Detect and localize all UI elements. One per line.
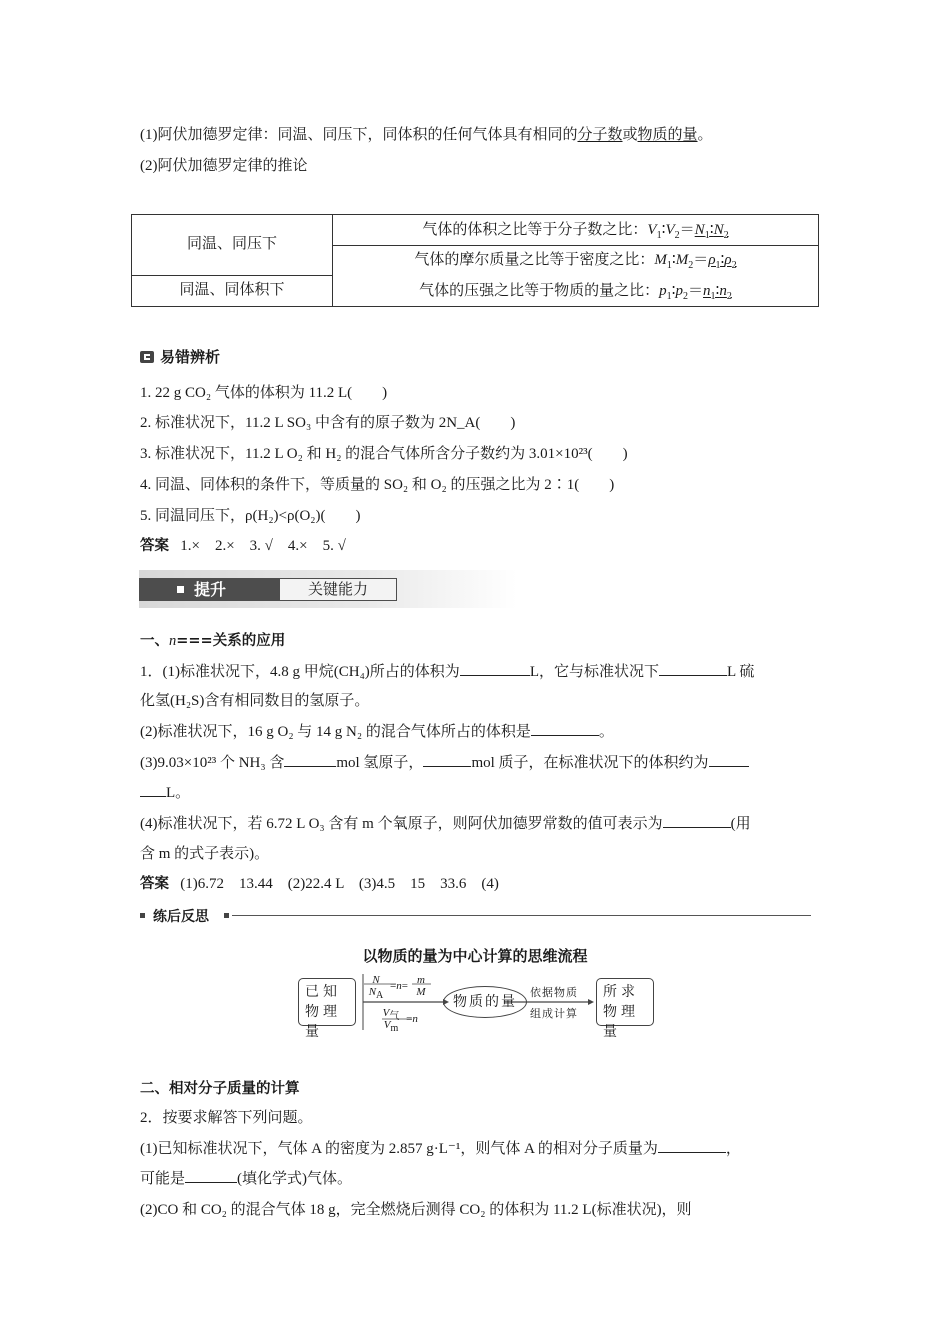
answer-label: 答案 [140,538,169,554]
intro-text: 或 [622,127,638,143]
answer-blank[interactable] [284,752,336,767]
key-ability-banner [139,570,517,608]
amount-of-substance-node: 物质的量 [443,986,527,1018]
known-quantity-box: 已知物理量 [298,978,356,1026]
banner-dark [139,578,279,601]
inference-table [131,214,819,307]
question-text: (填化学式)气体。 [237,1171,353,1187]
formula-n-over-na: N $N_A$ [368,974,384,1002]
divider-rule [232,915,811,916]
question-line: (2)CO 和 CO₂ 的混合气体 18 g，完全燃烧后测得 CO₂ 的体积为 11.2 L(标准状况)，则 [140,1202,692,1218]
question-line [140,721,614,743]
table-cell-condition: 同温、同压下 [132,215,333,276]
answer-blank[interactable] [185,1168,237,1183]
error-item: 2. 标准状况下，11.2 L SO₃ 中含有的原子数为 2N_A( ) [140,415,516,431]
reflection-divider [140,906,811,926]
answer-line [140,873,499,895]
question-text: (3)9.03×10²³ 个 NH₃ 含 [140,755,285,771]
question-line [140,782,190,804]
rule-text: 气体的压强之比等于物质的量之比： [419,283,660,299]
answer-text: 1.× 2.× 3. √ 4.× 5. √ [180,538,346,554]
table-cell-condition: 同温、同体积下 [132,276,333,306]
formula-eq-n2: =n [406,1013,418,1025]
arrow-label: 组成计算 [530,1007,578,1020]
question-text: (用 [730,816,751,832]
error-item: 3. 标准状况下，11.2 L O₂ 和 H₂ 的混合气体所含分子数约为 3.01×10²³( ) [140,446,628,462]
question-text: ， [725,1141,741,1157]
question-line [140,661,754,683]
intro-text: (1)阿伏加德罗定律：同温、同压下，同体积的任何气体具有相同的 [140,127,578,143]
question-text: 可能是 [140,1171,186,1187]
question-line: 2．按要求解答下列问题。 [140,1110,313,1126]
heading-prefix: 一、 [140,633,169,649]
intro-line-1 [140,124,713,146]
question-text: L 硫 [726,664,755,680]
divider-dot [224,913,229,918]
question-text: L，它与标准状况下 [529,664,659,680]
error-item: 4. 同温、同体积的条件下，等质量的 SO₂ 和 O₂ 的压强之比为 2∶1( ) [140,477,615,493]
intro-line-2: (2)阿伏加德罗定律的推论 [140,158,308,174]
question-line [140,1168,352,1190]
question-text: (2)标准状况下，16 g O₂ 与 14 g N₂ 的混合气体所占的体积是 [140,724,531,740]
question-text: 。 [598,724,614,740]
question-line: 化氢(H₂S)含有相同数目的氢原子。 [140,693,370,709]
answer-blank[interactable] [531,721,599,736]
question-line [140,752,749,774]
section-title: 易错辨析 [160,348,221,366]
heading-suffix: ===关系的应用 [176,633,286,649]
question-text: (1)已知标准状况下，气体 A 的密度为 2.857 g·L⁻¹，则气体 A 的相对分子质量为 [140,1141,658,1157]
question-text: mol 质子，在标准状况下的体积约为 [471,755,709,771]
question-line: 含 m 的式子表示)。 [140,846,270,862]
divider-dot [140,913,145,918]
question-line [140,1138,741,1160]
question-text: mol 氢原子， [336,755,424,771]
answer-blank[interactable] [658,1138,726,1153]
question-text: (4)标准状况下，若 6.72 L O₃ 含有 m 个氧原子，则阿伏加德罗常数的值可表示为 [140,816,663,832]
answer-blank[interactable] [460,661,530,676]
formula-eq-n: =n= [390,980,408,992]
answer-blank[interactable] [423,752,471,767]
error-analysis-header [140,346,220,367]
table-divider [333,245,818,246]
answer-blank[interactable] [140,782,166,797]
target-quantity-box: 所求物理量 [596,978,654,1026]
question-text: L。 [166,785,191,801]
error-item: 5. 同温同压下，ρ(H₂)<ρ(O₂)( ) [140,508,361,524]
answer-blank[interactable] [659,661,727,676]
table-cell-rule: 气体的摩尔质量之比等于密度之比：$M_1∶M_2=\rho_1∶\rho_2$ [414,252,737,271]
answer-blank[interactable] [663,813,731,828]
underlined-term: 分子数 [577,127,623,143]
section-heading: 二、相对分子质量的计算 [140,1081,300,1097]
arrow-label: 依据物质 [530,986,578,999]
underlined-term: 物质的量 [637,127,698,143]
table-cell-rule: 气体的压强之比等于物质的量之比：$p_1∶p_2=n_1∶n_2$ [419,283,732,302]
formula-m-over-mm: m M [416,974,426,998]
section-icon [140,351,154,363]
section-heading: 一、n===关系的应用 [140,633,286,649]
answer-label: 答案 [140,876,169,892]
rule-text: 气体的摩尔质量之比等于密度之比： [414,252,655,268]
answer-text: (1)6.72 13.44 (2)22.4 L (3)4.5 15 33.6 (4) [180,876,499,892]
table-cell-rule: 气体的体积之比等于分子数之比：$V_1∶V_2=N_1∶N_2$ [422,222,729,241]
flow-title: 以物质的量为中心计算的思维流程 [362,947,588,965]
question-text: 1．(1)标准状况下，4.8 g 甲烷(CH₄)所占的体积为 [140,664,460,680]
reflection-label: 练后反思 [153,909,209,925]
formula-v-over-vm: $V_气$ $V_m$ [382,1007,400,1035]
error-item: 1. 22 g CO₂ 气体的体积为 11.2 L( ) [140,385,388,401]
banner-light: 关键能力 [279,578,397,601]
answer-blank[interactable] [709,752,749,767]
answer-line [140,535,346,557]
intro-text: 。 [697,127,713,143]
banner-dark-label: 提升 [194,580,227,599]
rule-text: 气体的体积之比等于分子数之比： [422,222,648,238]
question-line [140,813,751,835]
